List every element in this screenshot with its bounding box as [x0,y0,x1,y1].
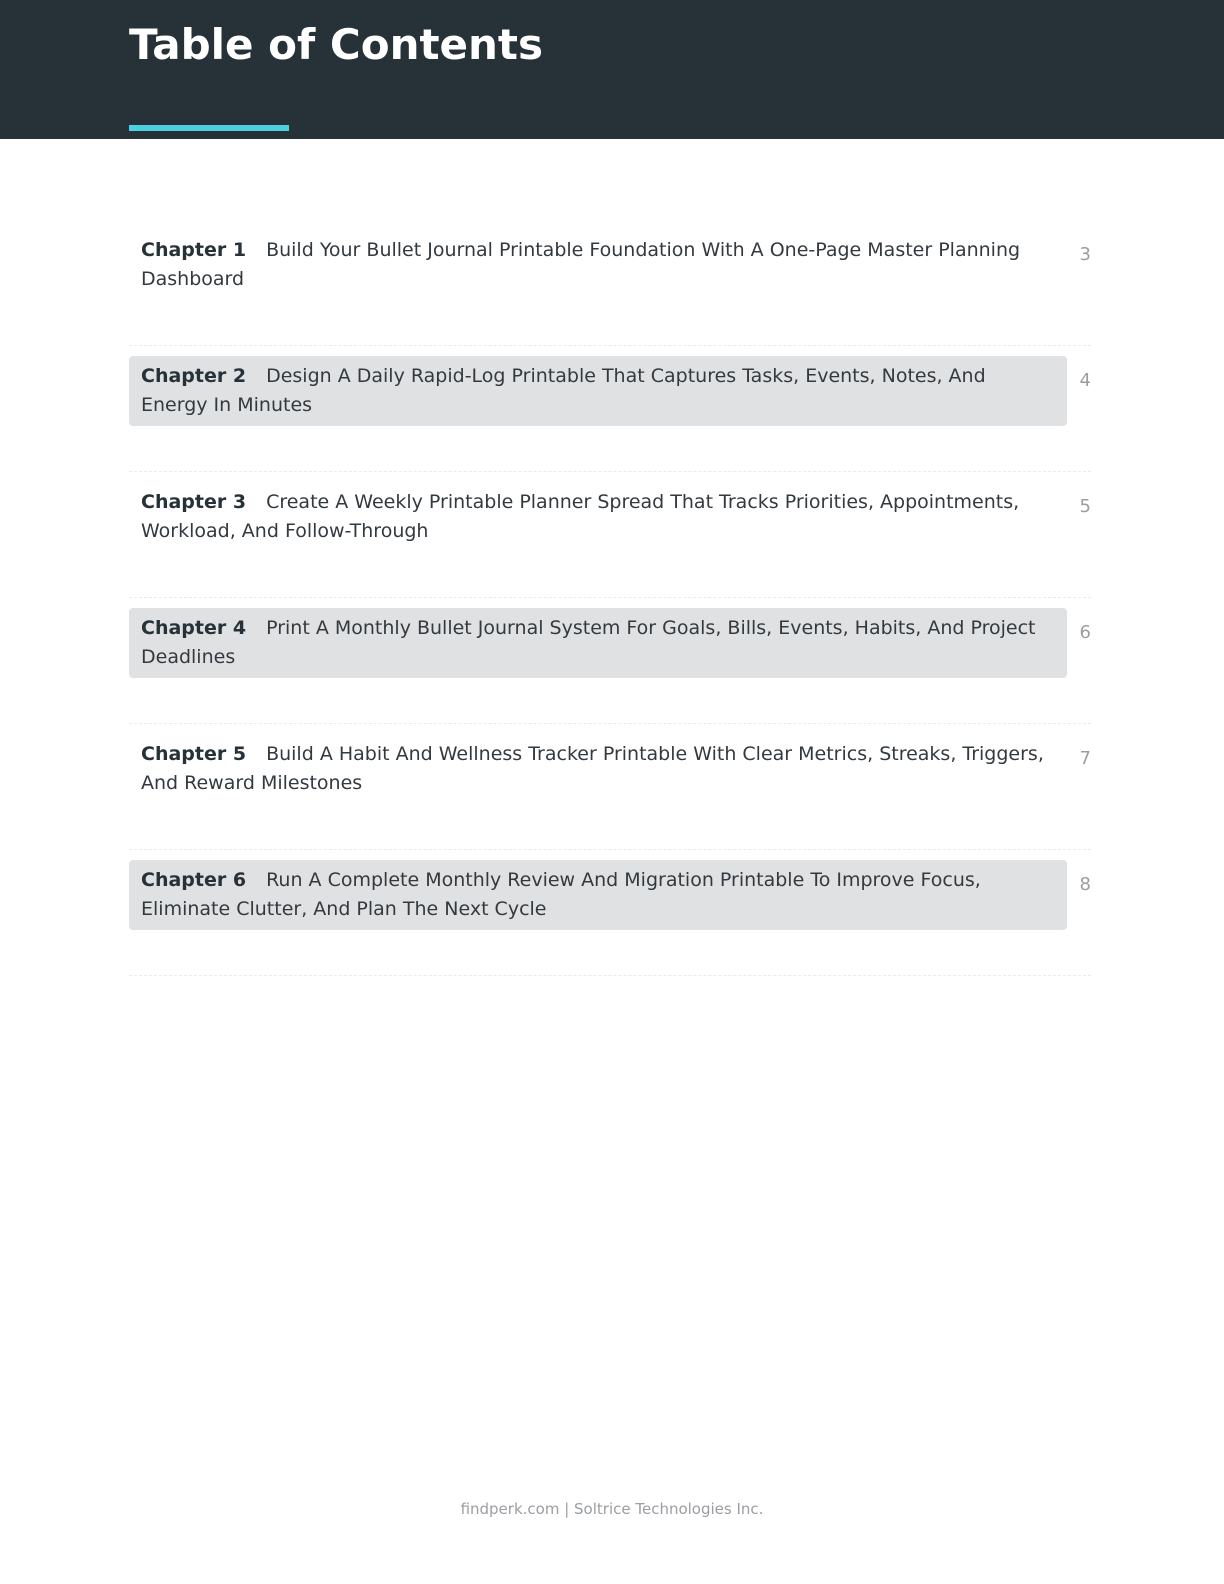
toc-entry-text [129,356,1067,426]
toc-entry-chapter-5[interactable] [129,724,1091,850]
chapter-number: Chapter 1 [141,239,247,261]
chapter-number: Chapter 3 [141,491,247,513]
table-of-contents [129,220,1091,976]
chapter-title: Build Your Bullet Journal Printable Foundation With A One-Page Master Planning Dashboard [141,239,1021,290]
chapter-title: Create A Weekly Printable Planner Spread That Tracks Priorities, Appointments, Workload, And Follow-Through [141,491,1020,542]
toc-entry-chapter-3[interactable] [129,472,1091,598]
toc-entry-chapter-1[interactable] [129,220,1091,346]
toc-entry-text [129,230,1067,300]
page-footer: findperk.com | Soltrice Technologies Inc. [460,1500,764,1518]
toc-entry-text [129,734,1067,804]
chapter-number: Chapter 2 [141,365,247,387]
page-number: 7 [1079,748,1091,769]
toc-entry-chapter-2[interactable] [129,346,1091,472]
toc-entry-text [129,482,1067,552]
chapter-title: Design A Daily Rapid-Log Printable That Captures Tasks, Events, Notes, And Energy In Minutes [141,365,986,416]
page-header [0,0,1224,139]
chapter-number: Chapter 6 [141,869,247,891]
page-number: 8 [1079,874,1091,895]
toc-entry-chapter-6[interactable] [129,850,1091,976]
page-number: 4 [1079,370,1091,391]
chapter-number: Chapter 5 [141,743,247,765]
page-number: 5 [1079,496,1091,517]
chapter-title: Print A Monthly Bullet Journal System For Goals, Bills, Events, Habits, And Project Deadlines [141,617,1036,668]
page-title: Table of Contents [129,20,544,69]
chapter-title: Build A Habit And Wellness Tracker Printable With Clear Metrics, Streaks, Triggers, And Reward Milestones [141,743,1044,794]
toc-entry-text [129,860,1067,930]
toc-entry-chapter-4[interactable] [129,598,1091,724]
page-number: 3 [1079,244,1091,265]
page-number: 6 [1079,622,1091,643]
toc-entry-text [129,608,1067,678]
header-accent-bar [129,125,289,131]
chapter-title: Run A Complete Monthly Review And Migration Printable To Improve Focus, Eliminate Clutter, And Plan The Next Cycle [141,869,981,920]
chapter-number: Chapter 4 [141,617,247,639]
